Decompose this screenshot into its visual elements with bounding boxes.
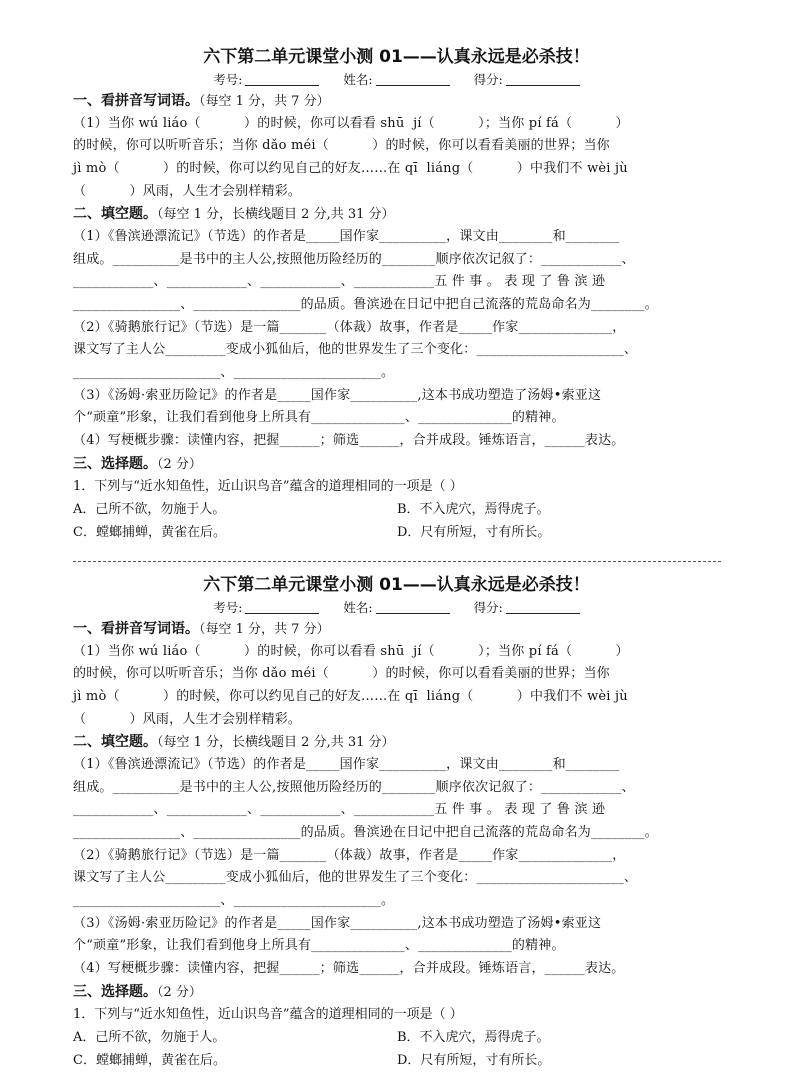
- option-c[interactable]: C．螳螂捕蝉，黄雀在后。: [73, 525, 226, 541]
- exam-number-field[interactable]: 考号:: [213, 72, 319, 87]
- option-b[interactable]: B．不入虎穴，焉得虎子。: [397, 1030, 550, 1046]
- section-3-choices: [73, 475, 721, 544]
- score-field[interactable]: 得分:: [474, 600, 580, 615]
- question-text: 1．下列与“近水知鱼性，近山识鸟音”蕴含的道理相同的一项是（ ）: [73, 1007, 463, 1023]
- option-a[interactable]: A．己所不欲，勿施于人。: [73, 502, 226, 518]
- section-2-heading: 二、填空题。（每空 1 分，长横线题目 2 分,共 31 分）: [73, 206, 395, 223]
- option-c[interactable]: C．螳螂捕蝉，黄雀在后。: [73, 1053, 226, 1069]
- section-2-heading: 二、填空题。（每空 1 分，长横线题目 2 分,共 31 分）: [73, 734, 395, 751]
- section-3-choices: [73, 1003, 721, 1072]
- option-d[interactable]: D．尺有所短，寸有所长。: [397, 525, 551, 541]
- section-3-heading: 三、选择题。（2 分）: [73, 455, 202, 472]
- score-field[interactable]: 得分:: [474, 72, 580, 87]
- section-1-heading: 一、看拼音写词语。（每空 1 分，共 7 分）: [73, 93, 330, 109]
- student-info-row: [0, 598, 793, 618]
- quiz-title: 六下第二单元课堂小测 01——认真永远是必杀技！: [203, 575, 590, 595]
- section-1-heading: 一、看拼音写词语。（每空 1 分，共 7 分）: [73, 621, 330, 637]
- section-1-text: （1）当你 wú liáo（ ）的时候，你可以看看 shū jí（ ）；当你 pí fá（ ） 的时候，你可以听听音乐；当你 dǎo méi（ ）的时候，你可以看看美丽的世界；当你 jì mò（ ）的时候，你可以约见自己的好友……在 qī liáng（ ）中我们不 wèi jù （ ）风雨，人生才会别样精彩。: [73, 115, 629, 199]
- student-info-row: [0, 70, 793, 90]
- section-1-text: （1）当你 wú liáo（ ）的时候，你可以看看 shū jí（ ）；当你 pí fá（ ） 的时候，你可以听听音乐；当你 dǎo méi（ ）的时候，你可以看看美丽的世界；当你 jì mò（ ）的时候，你可以约见自己的好友……在 qī liáng（ ）中我们不 wèi jù （ ）风雨，人生才会别样精彩。: [73, 643, 629, 727]
- quiz-copy-top: [0, 44, 793, 544]
- exam-number-field[interactable]: 考号:: [213, 600, 319, 615]
- section-2-text: （1）《鲁滨逊漂流记》（节选）的作者是_____国作家__________，课文由________和________ 组成。__________是书中的主人公,按照他历险经历的________顺序依次记叙了：____________、 ____________、____________、____________、____________五 件 事 。 表 现 了 鲁 滨 逊 ________________、________________的品质。鲁滨逊在日记中把自己流落的荒岛命名为________。 （2）《骑鹅旅行记》（节选）是一篇_______（体裁）故事，作者是_____作家______________， 课文写了主人公_________变成小狐仙后，他的世界发生了三个变化：______________________、 ______________________、______________________。 （3）《汤姆·索亚历险记》的作者是_____国作家__________,这本书成功塑造了汤姆•索亚这 个“顽童”形象，让我们看到他身上所具有______________、______________的精神。 （4）写梗概步骤：读懂内容，把握______；筛选______，合并成段。锤炼语言，______表达。: [73, 756, 658, 977]
- section-3-heading: 三、选择题。（2 分）: [73, 983, 202, 1000]
- name-field[interactable]: 姓名:: [343, 72, 449, 87]
- option-d[interactable]: D．尺有所短，寸有所长。: [397, 1053, 551, 1069]
- section-2-text: （1）《鲁滨逊漂流记》（节选）的作者是_____国作家__________，课文由________和________ 组成。__________是书中的主人公,按照他历险经历的________顺序依次记叙了：____________、 ____________、____________、____________、____________五 件 事 。 表 现 了 鲁 滨 逊 ________________、________________的品质。鲁滨逊在日记中把自己流落的荒岛命名为________。 （2）《骑鹅旅行记》（节选）是一篇_______（体裁）故事，作者是_____作家______________， 课文写了主人公_________变成小狐仙后，他的世界发生了三个变化：______________________、 ______________________、______________________。 （3）《汤姆·索亚历险记》的作者是_____国作家__________,这本书成功塑造了汤姆•索亚这 个“顽童”形象，让我们看到他身上所具有______________、______________的精神。 （4）写梗概步骤：读懂内容，把握______；筛选______，合并成段。锤炼语言，______表达。: [73, 228, 658, 449]
- question-text: 1．下列与“近水知鱼性，近山识鸟音”蕴含的道理相同的一项是（ ）: [73, 479, 463, 495]
- option-b[interactable]: B．不入虎穴，焉得虎子。: [397, 502, 550, 518]
- quiz-copy-bottom: [0, 572, 793, 1072]
- option-a[interactable]: A．己所不欲，勿施于人。: [73, 1030, 226, 1046]
- cut-line-divider: [73, 561, 721, 562]
- name-field[interactable]: 姓名:: [343, 600, 449, 615]
- quiz-title: 六下第二单元课堂小测 01——认真永远是必杀技！: [203, 47, 590, 67]
